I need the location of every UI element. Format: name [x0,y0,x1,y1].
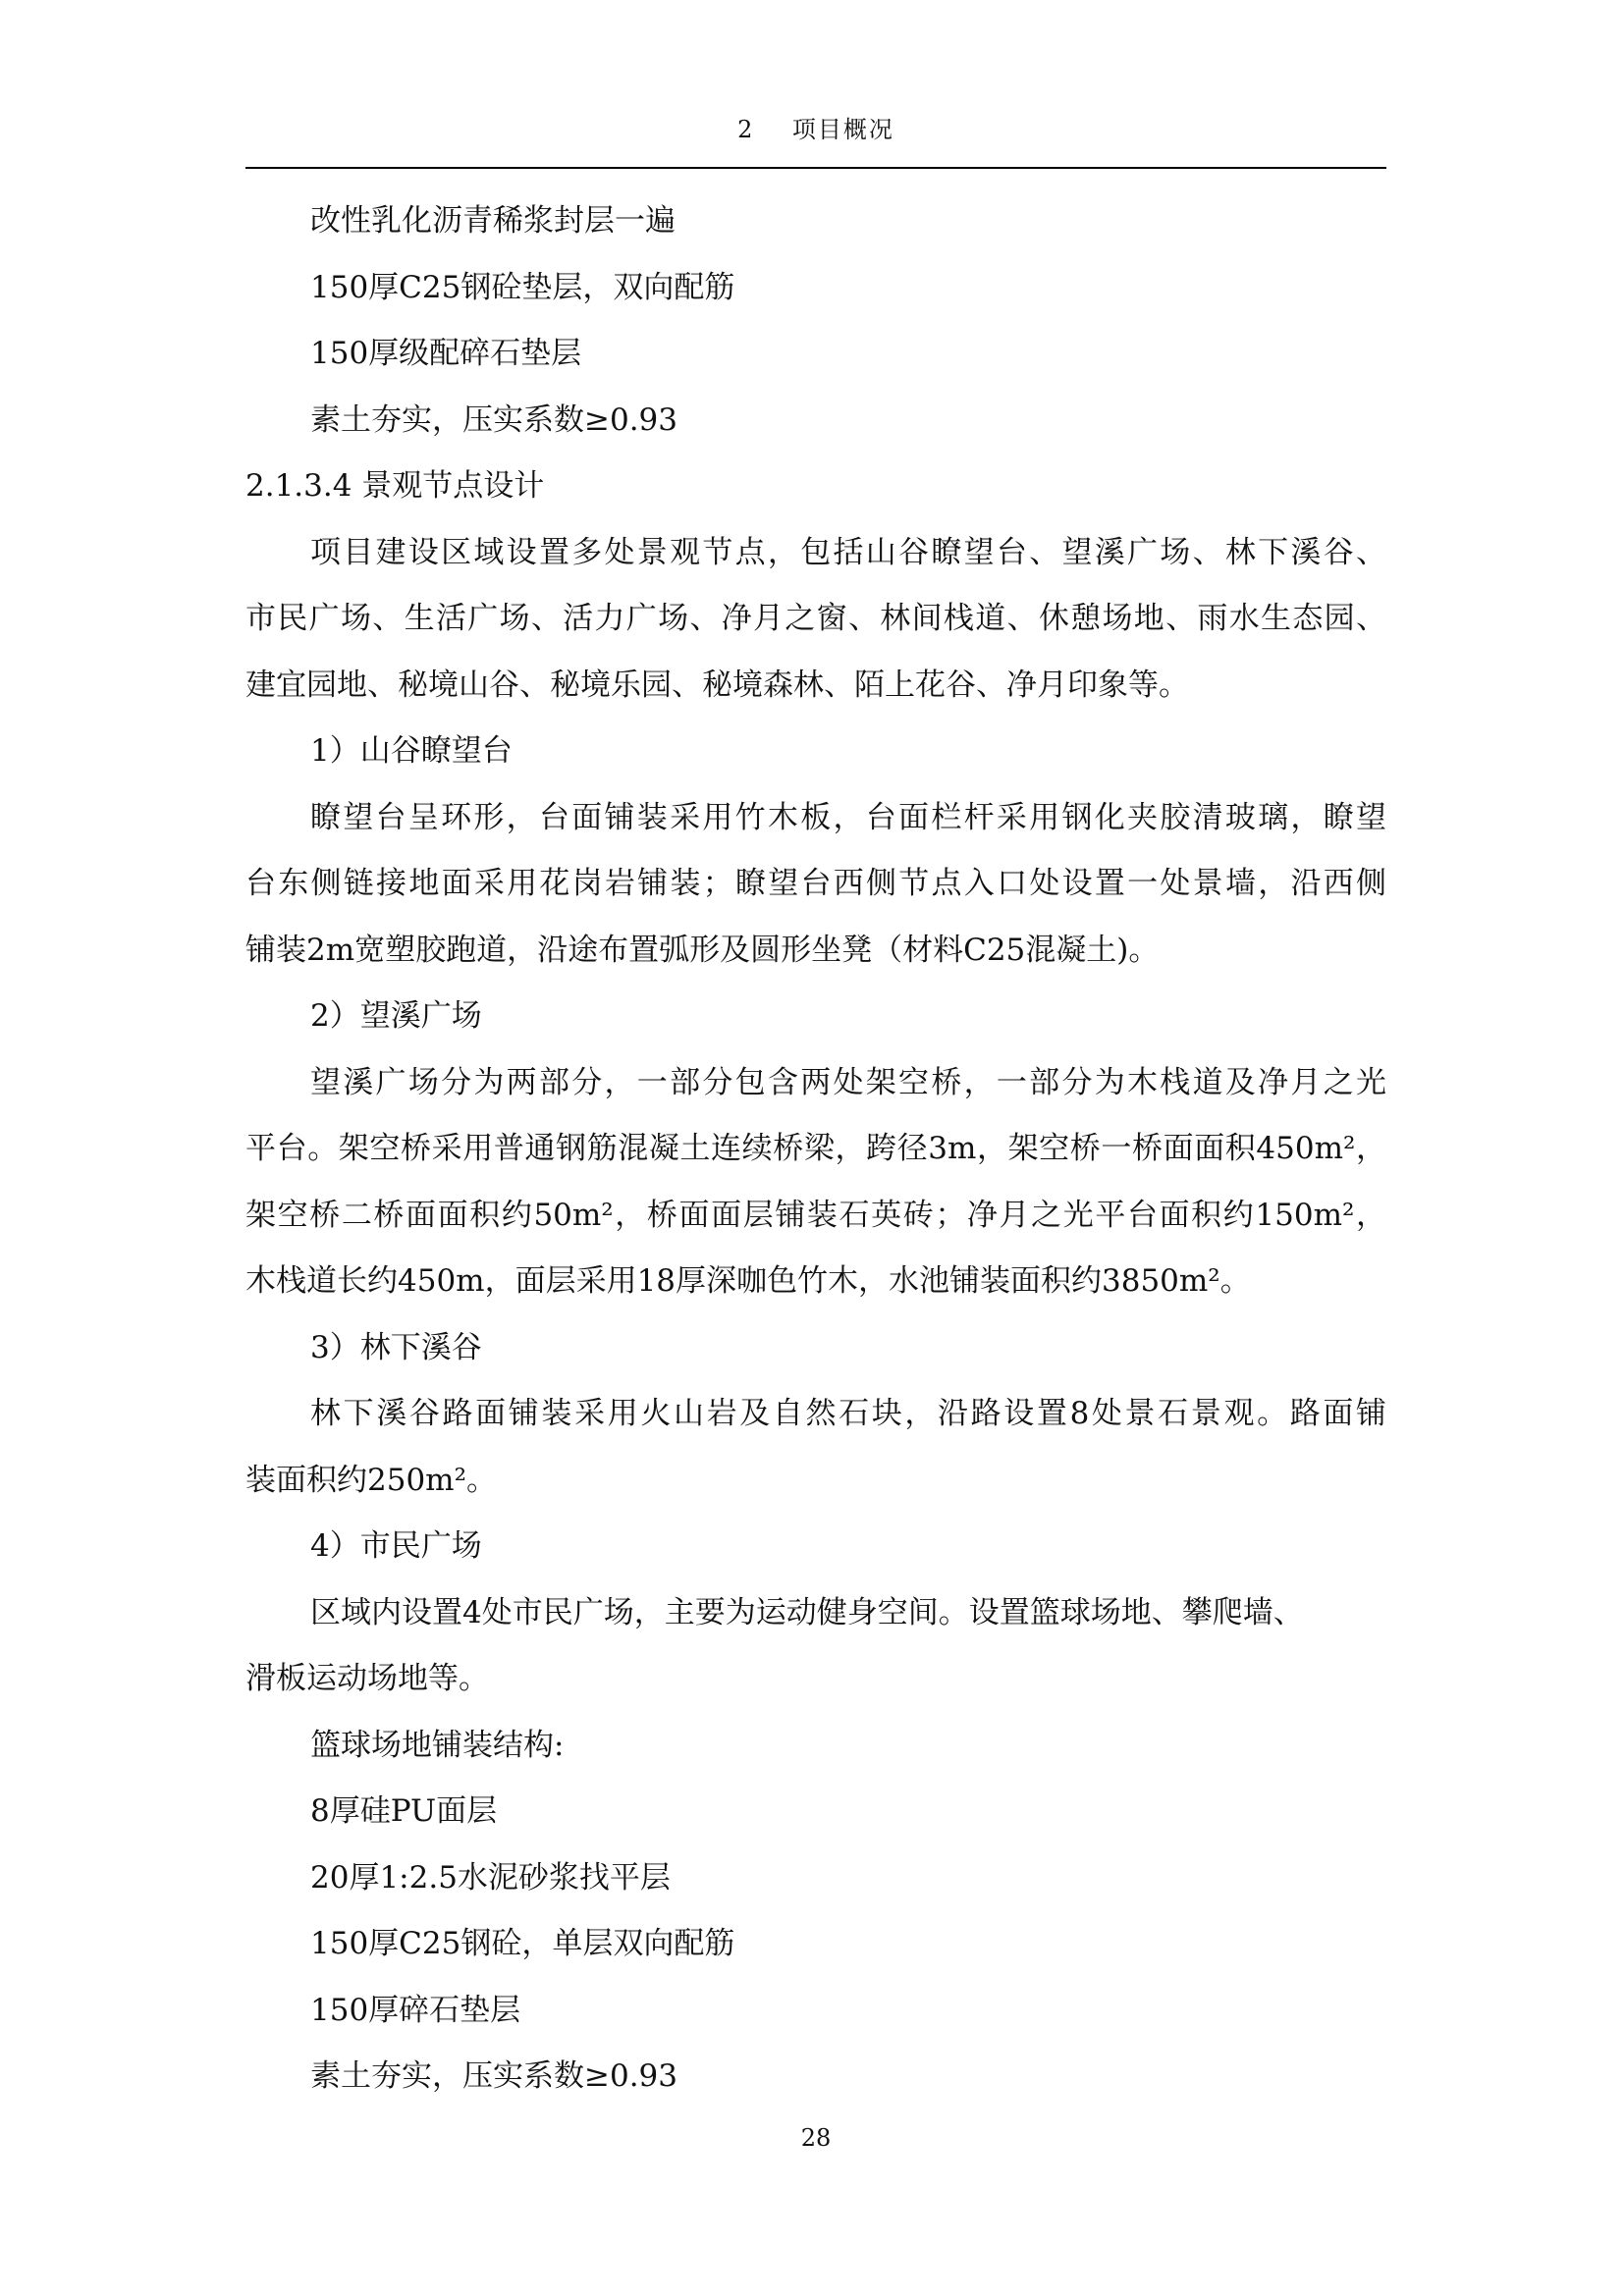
page-number: 28 [800,2124,832,2152]
text-line: 素土夯实，压实系数≥0.93 [310,2058,677,2094]
text-line: 150厚C25钢砼，单层双向配筋 [310,1926,735,1961]
chapter-number: 2 [737,116,755,143]
text-line: 滑板运动场地等。 [245,1661,489,1696]
text-line: 市民广场、生活广场、活力广场、净月之窗、林间栈道、休憩场地、雨水生态园、 [245,601,1386,636]
text-line: 瞭望台呈环形，台面铺装采用竹木板，台面栏杆采用钢化夹胶清玻璃，瞭望 [310,799,1386,835]
text-line: 架空桥二桥面面积约50m²，桥面面层铺装石英砖；净月之光平台面积约150m²， [245,1197,1386,1233]
text-line: 150厚碎石垫层 [310,1992,521,2028]
text-line: 篮球场地铺装结构: [310,1727,565,1763]
text-line: 铺装2m宽塑胶跑道，沿途布置弧形及圆形坐凳（材料C25混凝土)。 [245,932,1160,968]
text-line: 3）林下溪谷 [310,1329,482,1365]
text-line: 木栈道长约450m，面层采用18厚深咖色竹木，水池铺装面积约3850m²。 [245,1263,1251,1299]
text-line: 20厚1:2.5水泥砂浆找平层 [310,1859,671,1896]
body-text [245,188,1386,2110]
text-line: 改性乳化沥青稀浆封层一遍 [310,203,676,239]
text-line: 台东侧链接地面采用花岗岩铺装；瞭望台西侧节点入口处设置一处景墙，沿西侧 [245,866,1386,901]
header-rule [245,167,1386,169]
chapter-title: 项目概况 [791,116,894,143]
text-line: 150厚级配碎石垫层 [310,336,582,371]
text-line: 项目建设区域设置多处景观节点，包括山谷瞭望台、望溪广场、林下溪谷、 [310,534,1386,570]
text-line: 装面积约250m²。 [245,1462,497,1498]
section-heading: 2.1.3.4 景观节点设计 [245,468,545,504]
text-line: 建宜园地、秘境山谷、秘境乐园、秘境森林、陌上花谷、净月印象等。 [245,667,1189,703]
text-line: 2）望溪广场 [310,998,482,1034]
text-line: 4）市民广场 [310,1528,482,1564]
text-line: 1）山谷瞭望台 [310,733,513,769]
text-line: 望溪广场分为两部分，一部分包含两处架空桥，一部分为木栈道及净月之光 [310,1064,1386,1100]
text-line: 8厚硅PU面层 [310,1793,498,1829]
text-line: 素土夯实，压实系数≥0.93 [310,401,677,438]
text-line: 区域内设置4处市民广场，主要为运动健身空间。设置篮球场地、攀爬墙、 [310,1594,1304,1630]
text-line: 150厚C25钢砼垫层，双向配筋 [310,269,735,305]
text-line: 林下溪谷路面铺装采用火山岩及自然石块，沿路设置8处景石景观。路面铺 [310,1396,1386,1431]
running-header [245,116,1386,143]
text-line: 平台。架空桥采用普通钢筋混凝土连续桥梁，跨径3m，架空桥一桥面面积450m²， [245,1131,1386,1166]
